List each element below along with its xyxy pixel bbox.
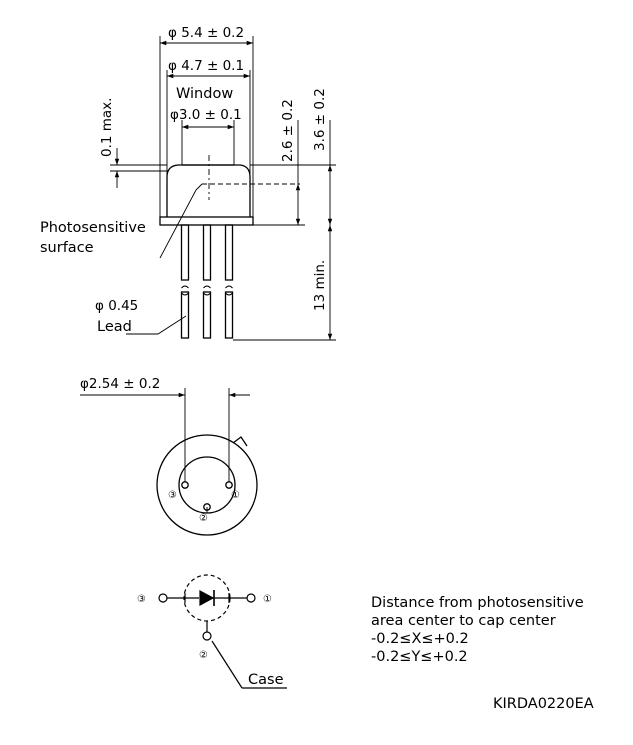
pin-spacing-label: φ2.54 ± 0.2 <box>80 376 161 392</box>
lead-label: Lead <box>97 319 132 335</box>
drawing-code: KIRDA0220EA <box>493 696 594 712</box>
offset-note <box>371 594 584 666</box>
bottom-pin1-label: ① <box>231 490 240 501</box>
case-leader <box>212 641 242 688</box>
leads-upper <box>182 225 233 280</box>
case-label: Case <box>248 672 284 688</box>
schematic-pin3-label: ③ <box>137 594 146 605</box>
window-diameter-label: φ3.0 ± 0.1 <box>170 107 242 123</box>
photosensitive-label-line1: Photosensitive <box>40 220 146 236</box>
photodiode-symbol <box>200 591 213 605</box>
leads-lower <box>182 292 233 338</box>
surface-height-label: 2.6 ± 0.2 <box>280 99 296 162</box>
cap-diameter-label: φ 4.7 ± 0.1 <box>168 58 245 74</box>
window-offset-label: 0.1 max. <box>99 97 115 157</box>
window-label: Window <box>176 86 234 102</box>
cap-height-label: 3.6 ± 0.2 <box>312 88 328 151</box>
bottom-pin2-label: ② <box>199 513 208 524</box>
schematic-pin2-label: ② <box>199 650 208 661</box>
side-view-dimensions <box>110 36 336 340</box>
flange <box>160 217 253 225</box>
photosensitive-label-line2: surface <box>40 240 94 256</box>
note-line: area center to cap center <box>371 613 556 629</box>
note-line: -0.2≤Y≤+0.2 <box>371 649 468 665</box>
tab <box>233 437 247 446</box>
lead-length-label: 13 min. <box>312 259 328 311</box>
cap-body <box>167 165 250 217</box>
bottom-pin3-label: ③ <box>168 490 177 501</box>
note-line: -0.2≤X≤+0.2 <box>371 631 469 647</box>
outer-diameter-label: φ 5.4 ± 0.2 <box>168 25 245 41</box>
bottom-view-dimensions <box>80 388 250 513</box>
note-line: Distance from photosensitive <box>371 595 584 611</box>
schematic-pin1-label: ① <box>263 594 272 605</box>
lead-diameter-label: φ 0.45 <box>95 298 139 314</box>
side-view <box>160 155 300 338</box>
